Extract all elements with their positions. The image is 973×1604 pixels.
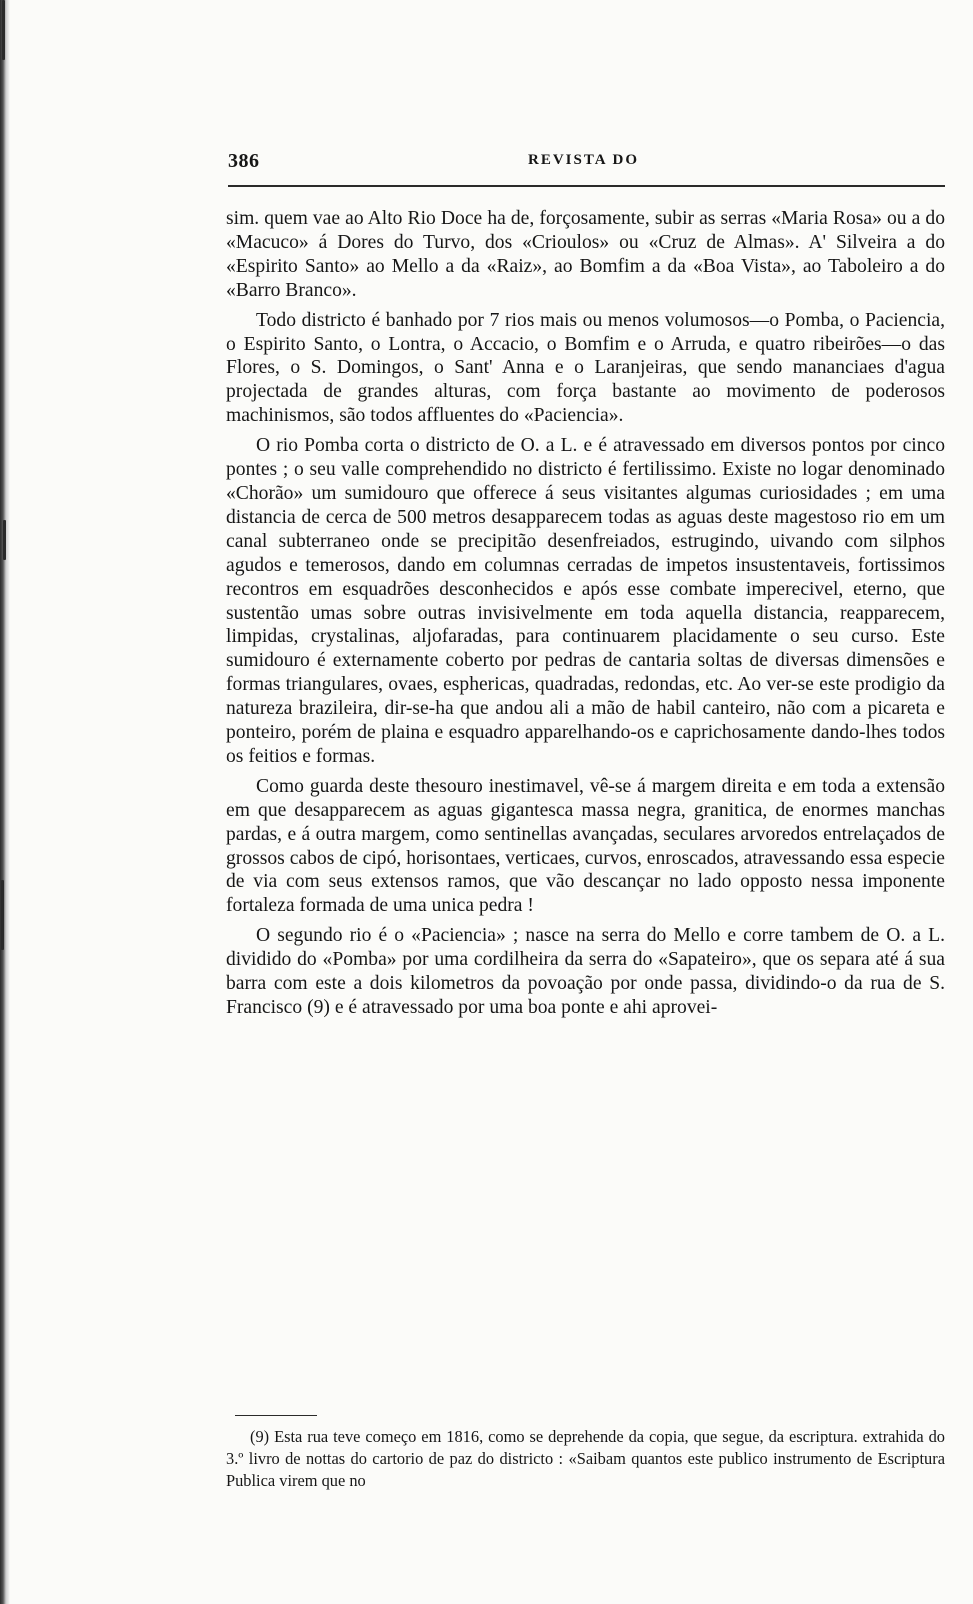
- body-text: [226, 207, 945, 1026]
- gutter-shadow: [1, 880, 4, 950]
- paragraph-rivers: Todo districto é banhado por 7 rios mais ou menos volumosos—o Pomba, o Paciencia, o Espirito Santo, o Lontra, o Accacio, o Bomfim e o Arruda, e quatro ribeirões—o das Flores, o S. Domingos, o Sant' Anna e o Laranjeiras, que sendo mananciaes d'agua projectada de grandes alturas, com força bastante ao movimento de poderosos machinismos, são todos affluentes do «Paciencia».: [226, 309, 945, 427]
- paragraph-guardian-rock: Como guarda deste thesouro inestimavel, vê-se á margem direita e em toda a extensão em que desapparecem as aguas gigantesca massa negra, granitica, de enormes manchas pardas, e á outra margem, como sentinellas avançadas, seculares arvoredos entrelaçados de grossos cabos de cipó, horisontaes, verticaes, curvos, enroscados, atravessando essa especie de via com seus extensos ramos, que vão descançar no lado opposto nessa imponente fortaleza formada de uma unica pedra !: [226, 775, 945, 917]
- paragraph-rio-pomba: O rio Pomba corta o districto de O. a L. e é atravessado em diversos pontos por cinco pontes ; o seu valle comprehendido no districto é fertilissimo. Existe no logar denominado «Chorão» um sumidouro que offerece á seus visitantes algumas curiosidades ; em uma distancia de cerca de 500 metros desapparecem todas as aguas deste magestoso rio em um canal subterraneo onde se precipitão desenfreiados, estrugindo, uivando com silphos agudos e temerosos, dando em columnas cerradas de impetos insustentaveis, fortissimos recontros em esquadrões desconhecidos e após esse combate imperecivel, eterno, que sustentão umas sobre outras invisivelmente em toda aquella distancia, reapparecem, limpidas, crystalinas, aljofaradas, para continuarem placidamente o seu curso. Este sumidouro é externamente coberto por pedras de cantaria soltas de diversas dimensões e formas triangulares, ovaes, esphericas, quadradas, redondas, etc. Ao ver-se este prodigio da natureza brazileira, dir-se-ha que andou ali a mão de habil canteiro, não com a picareta e ponteiro, porém de plaina e esquadro apparelhando-os e caprichosamente dando-lhes todos os feitios e formas.: [226, 435, 945, 767]
- paragraph-rio-paciencia: O segundo rio é o «Paciencia» ; nasce na serra do Mello e corre tambem de O. a L. dividido do «Pomba» por uma cordilheira da serra do «Sapateiro», que os separa até á sua barra com este a dois kilometros da povoação por onde passa, dividindo-o da rua de S. Francisco (9) e é atravessado por uma boa ponte e ahi aprovei-: [226, 925, 945, 1018]
- footnote-rule: [235, 1415, 317, 1416]
- binding-gutter: [0, 0, 10, 1604]
- page-header: [228, 150, 943, 180]
- paragraph-continuation: sim. quem vae ao Alto Rio Doce ha de, forçosamente, subir as serras «Maria Rosa» ou a do «Macuco» á Dores do Turvo, dos «Crioulos» ou «Cruz de Almas». A' Silveira a do «Espirito Santo» ao Mello a da «Raiz», ao Bomfim a da «Boa Vista», ao Taboleiro a do «Barro Branco».: [226, 208, 945, 301]
- footnote: (9) Esta rua teve começo em 1816, como se deprehende da copia, que segue, da escriptura. extrahida do 3.º livro de nottas do cartorio de paz do districto : «Saibam quantos este publico instrumento de Escriptura Publica virem que no: [226, 1427, 945, 1490]
- running-title: REVISTA DO: [528, 152, 639, 168]
- gutter-shadow: [2, 0, 5, 60]
- page-number: 386: [228, 150, 260, 172]
- header-rule: [228, 185, 945, 187]
- gutter-shadow: [3, 520, 6, 560]
